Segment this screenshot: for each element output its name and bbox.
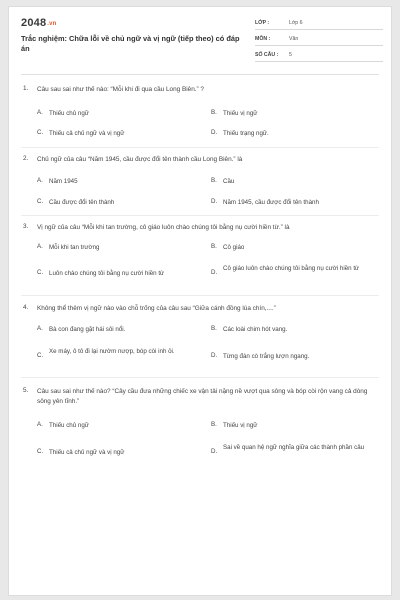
site-logo[interactable]: 2048.vn: [21, 17, 57, 29]
question-number: 4.: [23, 304, 29, 311]
question-separator: [21, 147, 379, 148]
option-text: Bà con đang gặt hái sôi nổi.: [49, 326, 126, 333]
option-letter: A.: [37, 109, 43, 116]
option-text: Mỗi khi tan trường: [49, 244, 100, 251]
option-text: Năm 1945: [49, 178, 78, 185]
meta-value: Văn: [289, 36, 299, 42]
option-text: Cầu được đổi tên thành: [49, 199, 115, 206]
option-text: Thiếu trạng ngữ.: [223, 130, 269, 137]
option-text: Xe máy, ô tô đi lại nườm nượp, bóp còi inh ỏi.: [49, 348, 175, 355]
option-text: Năm 1945, cầu được đổi tên thành: [223, 199, 319, 206]
option-letter: B.: [211, 243, 217, 250]
meta-label: SỐ CÂU :: [255, 52, 279, 58]
option-text: Các loài chim hót vang.: [223, 326, 288, 333]
option-letter: A.: [37, 421, 43, 428]
option-letter: A.: [37, 243, 43, 250]
option-text: Luôn chào chúng tôi bằng nụ cười hiền từ: [49, 270, 165, 277]
header-divider: [21, 74, 379, 75]
question-separator: [21, 377, 379, 378]
meta-info: [255, 17, 383, 65]
question-text: Câu sau sai như thế nào? “Cây cầu đưa những chiếc xe vận tải nặng nề vượt qua sông và bóp còi rộn vang cả dòng sông yên tĩnh.”: [37, 388, 368, 405]
option-letter: C.: [37, 198, 44, 205]
option-letter: C.: [37, 448, 44, 455]
option-letter: A.: [37, 325, 43, 332]
option-text: Thiếu chủ ngữ: [49, 110, 89, 117]
option-letter: B.: [211, 421, 217, 428]
question-separator: [21, 295, 379, 296]
option-letter: C.: [37, 269, 44, 276]
option-text: Sai về quan hệ ngữ nghĩa giữa các thành phần câu: [223, 444, 365, 451]
option-letter: D.: [211, 198, 218, 205]
meta-row-class: [255, 17, 383, 30]
option-text: Cô giáo: [223, 244, 245, 251]
option-text: Thiếu cả chủ ngữ và vị ngữ: [49, 449, 125, 456]
meta-value: Lớp 6: [289, 20, 303, 26]
document-header: [9, 7, 393, 73]
option-text: Thiếu cả chủ ngữ và vị ngữ: [49, 130, 125, 137]
option-text: Cầu: [223, 178, 235, 185]
question-number: 3.: [23, 223, 29, 230]
option-letter: D.: [211, 352, 218, 359]
document-title: Trắc nghiệm: Chữa lỗi về chủ ngữ và vị ngữ (tiếp theo) có đáp án: [21, 34, 240, 53]
option-letter: C.: [37, 129, 44, 136]
option-text: Thiếu vị ngữ: [223, 422, 258, 429]
meta-label: MÔN :: [255, 36, 271, 42]
question-text: Câu sau sai như thế nào: “Mỗi khi đi qua cầu Long Biên.” ?: [37, 86, 204, 93]
question-number: 1.: [23, 85, 29, 92]
question-text: Chủ ngữ của câu “Năm 1945, cầu được đổi tên thành cầu Long Biên.” là: [37, 156, 243, 163]
option-text: Thiếu chủ ngữ: [49, 422, 89, 429]
option-letter: D.: [211, 269, 218, 276]
question-text: Không thể thêm vị ngữ nào vào chỗ trống của câu sau “Giữa cánh đồng lúa chín,....”: [37, 305, 276, 312]
option-letter: B.: [211, 109, 217, 116]
question-separator: [21, 215, 379, 216]
option-letter: D.: [211, 448, 218, 455]
question-text: Vị ngữ của câu “Mỗi khi tan trường, cô giáo luôn chào chúng tôi bằng nụ cười hiền từ.” là: [37, 224, 290, 231]
meta-label: LỚP :: [255, 20, 270, 26]
meta-value: 5: [289, 52, 292, 58]
question-number: 2.: [23, 155, 29, 162]
option-text: Thiếu vị ngữ: [223, 110, 258, 117]
question-number: 5.: [23, 387, 29, 394]
meta-row-count: [255, 49, 383, 62]
option-letter: C.: [37, 352, 44, 359]
option-text: Cô giáo luôn chào chúng tôi bằng nụ cười hiền từ: [223, 265, 360, 272]
option-letter: B.: [211, 325, 217, 332]
option-letter: D.: [211, 129, 218, 136]
option-letter: B.: [211, 177, 217, 184]
meta-row-subject: [255, 33, 383, 46]
document-page: [8, 6, 392, 596]
option-letter: A.: [37, 177, 43, 184]
option-text: Từng đàn cò trắng lượn ngang.: [223, 353, 310, 360]
